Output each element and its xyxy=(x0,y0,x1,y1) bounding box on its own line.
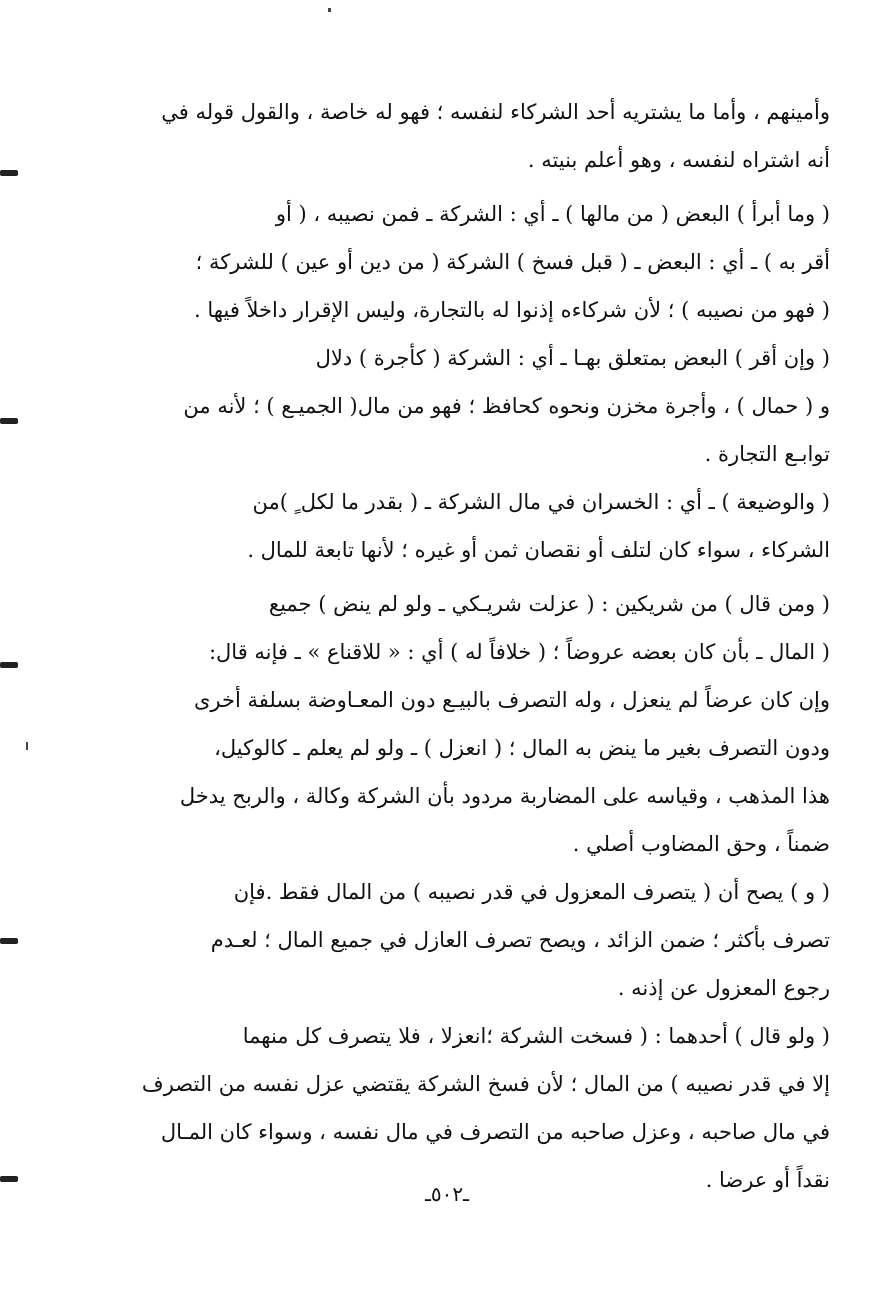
text-line: نقداً أو عرضا . xyxy=(705,1168,830,1192)
paragraph xyxy=(118,478,830,574)
text-line: في مال صاحبه ، وعزل صاحبه من التصرف في مال نفسه ، وسواء كان المـال xyxy=(160,1120,830,1144)
text-line: ( المال ـ بأن كان بعضه عروضاً ؛ ( خلافاً له ) أي : « للاقناع » ـ فإنه قال: xyxy=(208,640,830,664)
text-line: وأمينهم ، وأما ما يشتريه أحد الشركاء لنفسه ؛ فهو له خاصة ، والقول قوله في xyxy=(161,100,830,124)
paragraph xyxy=(118,868,830,1012)
text-line: الشركاء ، سواء كان لتلف أو نقصان ثمن أو غيره ؛ لأنها تابعة للمال . xyxy=(247,538,830,562)
text-line: أنه اشتراه لنفسه ، وهو أعلم بنيته . xyxy=(527,148,830,172)
text-line: ( ومن قال ) من شريكين : ( عزلت شريـكي ـ ولو لم ينض ) جميع xyxy=(268,592,830,616)
scan-speck xyxy=(328,8,331,12)
text-line: ( و ) يصح أن ( يتصرف المعزول في قدر نصيبه ) من المال فقط .فإن xyxy=(233,880,830,904)
text-line: ضمناً ، وحق المضاوب أصلي . xyxy=(572,832,830,856)
text-line: ( والوضيعة ) ـ أي : الخسران في مال الشركة ـ ( بقدر ما لكل ٍ )من xyxy=(252,490,830,514)
margin-mark xyxy=(0,170,18,176)
paragraph xyxy=(118,580,830,868)
paragraph xyxy=(118,1012,830,1204)
text-line: إلا في قدر نصيبه ) من المال ؛ لأن فسخ الشركة يقتضي عزل نفسه من التصرف xyxy=(141,1072,830,1096)
body-text xyxy=(118,88,830,1204)
text-line: أقر به ) ـ أي : البعض ـ ( قبل فسخ ) الشركة ( من دين أو عين ) للشركة ؛ xyxy=(195,250,830,274)
text-line: ودون التصرف بغير ما ينض به المال ؛ ( انعزل ) ـ ولو لم يعلم ـ كالوكيل، xyxy=(214,736,830,760)
page-number: ـ٥٠٢ـ xyxy=(425,1182,469,1206)
text-line: ( وإن أقر ) البعض بمتعلق بهـا ـ أي : الشركة ( كأجرة ) دلال xyxy=(315,346,830,370)
margin-mark xyxy=(0,938,18,944)
text-line: هذا المذهب ، وقياسه على المضاربة مردود بأن الشركة وكالة ، والربح يدخل xyxy=(179,784,830,808)
text-line: توابـع التجارة . xyxy=(704,442,830,466)
margin-mark xyxy=(0,418,18,424)
text-line: ( ولو قال ) أحدهما : ( فسخت الشركة ؛انعزلا ، فلا يتصرف كل منهما xyxy=(242,1024,830,1048)
paragraph xyxy=(118,190,830,334)
text-line: رجوع المعزول عن إذنه . xyxy=(617,976,830,1000)
text-line: تصرف بأكثر ؛ ضمن الزائد ، ويصح تصرف العازل في جميع المال ؛ لعـدم xyxy=(210,928,830,952)
text-line: ( فهو من نصيبه ) ؛ لأن شركاءه إذنوا له بالتجارة، وليس الإقرار داخلاً فيها . xyxy=(194,298,830,322)
paragraph xyxy=(118,334,830,478)
margin-mark xyxy=(0,662,18,668)
scan-speck xyxy=(26,742,28,750)
text-line: ( وما أبرأ ) البعض ( من مالها ) ـ أي : الشركة ـ فمن نصيبه ، ( أو xyxy=(275,202,830,226)
text-line: و ( حمال ) ، وأجرة مخزن ونحوه كحافظ ؛ فهو من مال( الجميـع ) ؛ لأنه من xyxy=(183,394,830,418)
text-line: وإن كان عرضاً لم ينعزل ، وله التصرف بالبيـع دون المعـاوضة بسلفة أخرى xyxy=(193,688,830,712)
paragraph xyxy=(118,88,830,184)
